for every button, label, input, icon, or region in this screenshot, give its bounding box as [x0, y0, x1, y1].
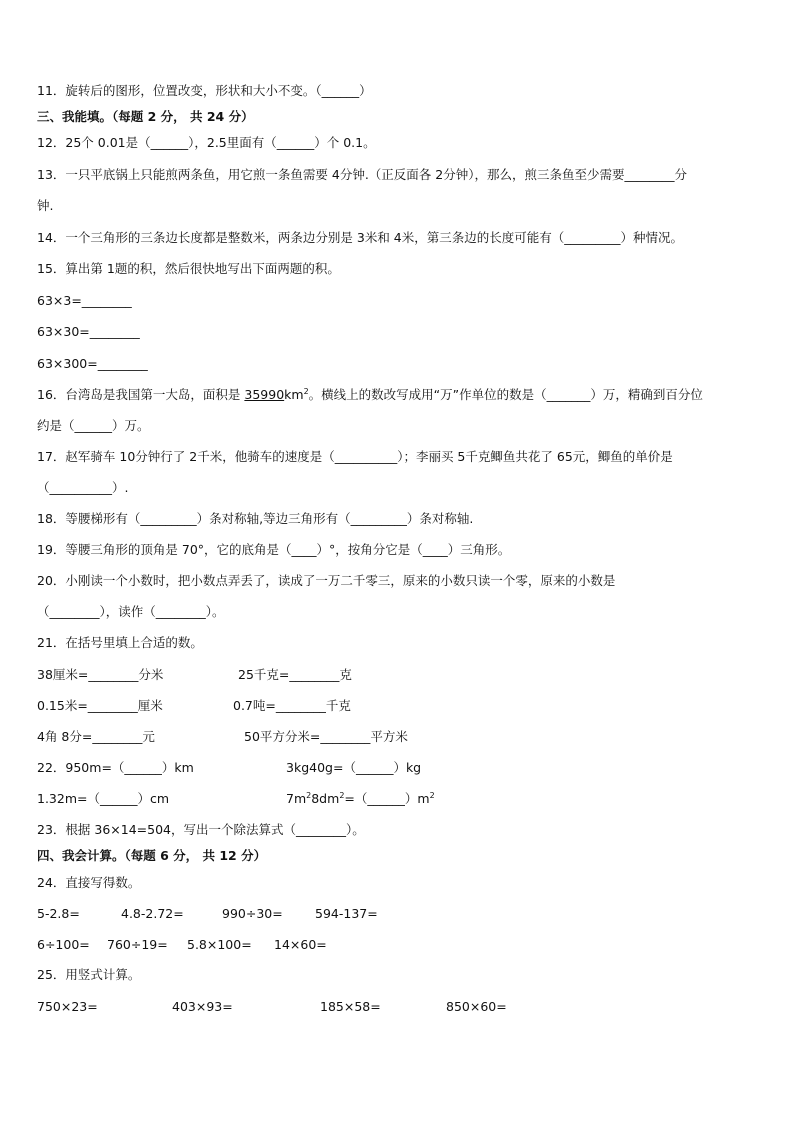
- result-exponent: 2: [429, 790, 435, 800]
- question-16-prefix: 16．台湾岛是我国第一大岛，面积是: [37, 387, 245, 402]
- calc-item: 5-2.8=: [37, 906, 80, 921]
- area-unit: km: [284, 387, 304, 402]
- dm-exponent: 2: [339, 790, 345, 800]
- question-24: 24．直接写得数。: [37, 875, 141, 890]
- question-21-r1-c1: 38厘米=________分米: [37, 667, 164, 682]
- question-22-r1-c1: 22．950m=（______）km: [37, 760, 194, 775]
- question-21-r3-c2: 50平方分米=________平方米: [244, 729, 408, 744]
- question-16-suffix: 。横线上的数改写成用“万”作单位的数是（_______）万，精确到百分位: [308, 387, 703, 402]
- question-11: 11．旋转后的图形，位置改变，形状和大小不变。（______）: [37, 83, 372, 98]
- question-18: 18．等腰梯形有（_________）条对称轴,等边三角形有（_________）条对称轴.: [37, 511, 474, 526]
- vertical-calc-item: 850×60=: [446, 999, 507, 1014]
- calc-item: 6÷100=: [37, 937, 90, 952]
- area-part-m: 7m: [286, 791, 307, 806]
- question-22-r2-c1: 1.32m=（______）cm: [37, 791, 170, 806]
- question-22-r1-c2: 3kg40g=（______）kg: [286, 760, 422, 775]
- vertical-calc-item: 403×93=: [172, 999, 233, 1014]
- question-13-line-1: 13．一只平底锅上只能煎两条鱼，用它煎一条鱼需要 4分钟.（正反面各 2分钟），那么，煎三条鱼至少需要________分: [37, 167, 687, 182]
- question-21-r1-c2: 25千克=________克: [238, 667, 352, 682]
- section-3-heading: 三、我能填。（每题 2 分， 共 24 分）: [37, 109, 254, 124]
- calc-item: 14×60=: [274, 937, 327, 952]
- question-17-line-1: 17．赵军骑车 10分钟行了 2千米，他骑车的速度是（__________）；李丽买 5千克鲫鱼共花了 65元，鲫鱼的单价是: [37, 449, 673, 464]
- calc-item: 760÷19=: [107, 937, 168, 952]
- question-15-c: 63×300=________: [37, 356, 148, 371]
- question-16-line-2: 约是（______）万。: [37, 418, 150, 433]
- question-15: 15．算出第 1题的积，然后很快地写出下面两题的积。: [37, 261, 340, 276]
- question-20-line-1: 20．小刚读一个小数时，把小数点弄丢了，读成了一万二千零三，原来的小数只读一个零，原来的小数是: [37, 573, 616, 588]
- question-17-line-2: （__________）.: [37, 480, 129, 495]
- m-exponent: 2: [306, 790, 312, 800]
- question-21: 21．在括号里填上合适的数。: [37, 635, 203, 650]
- question-21-r2-c1: 0.15米=________厘米: [37, 698, 163, 713]
- question-14: 14．一个三角形的三条边长度都是整数米，两条边分别是 3米和 4米，第三条边的长度可能有（_________）种情况。: [37, 230, 684, 245]
- area-part-dm: 8dm: [311, 791, 340, 806]
- question-25: 25．用竖式计算。: [37, 967, 141, 982]
- question-21-r3-c1: 4角 8分=________元: [37, 729, 155, 744]
- question-13-line-2: 钟.: [37, 198, 54, 213]
- question-15-b: 63×30=________: [37, 324, 140, 339]
- calc-item: 4.8-2.72=: [121, 906, 184, 921]
- question-12: 12．25个 0.01是（______），2.5里面有（______）个 0.1。: [37, 135, 376, 150]
- vertical-calc-item: 185×58=: [320, 999, 381, 1014]
- calc-item: 594-137=: [315, 906, 378, 921]
- island-area-number: 35990: [244, 387, 285, 402]
- question-23: 23．根据 36×14=504，写出一个除法算式（________）。: [37, 822, 365, 837]
- question-20-line-2: （________），读作（________）。: [37, 604, 225, 619]
- area-result: =（______）m: [344, 791, 430, 806]
- calc-item: 5.8×100=: [187, 937, 252, 952]
- question-22-r2-c2: [286, 791, 435, 807]
- question-21-r2-c2: 0.7吨=________千克: [233, 698, 351, 713]
- question-15-a: 63×3=________: [37, 293, 132, 308]
- area-unit-exponent: 2: [303, 386, 309, 396]
- calc-item: 990÷30=: [222, 906, 283, 921]
- question-16-line-1: [37, 387, 703, 403]
- section-4-heading: 四、我会计算。（每题 6 分， 共 12 分）: [37, 848, 267, 863]
- vertical-calc-item: 750×23=: [37, 999, 98, 1014]
- question-19: 19．等腰三角形的顶角是 70°，它的底角是（____）°，按角分它是（____）三角形。: [37, 542, 511, 557]
